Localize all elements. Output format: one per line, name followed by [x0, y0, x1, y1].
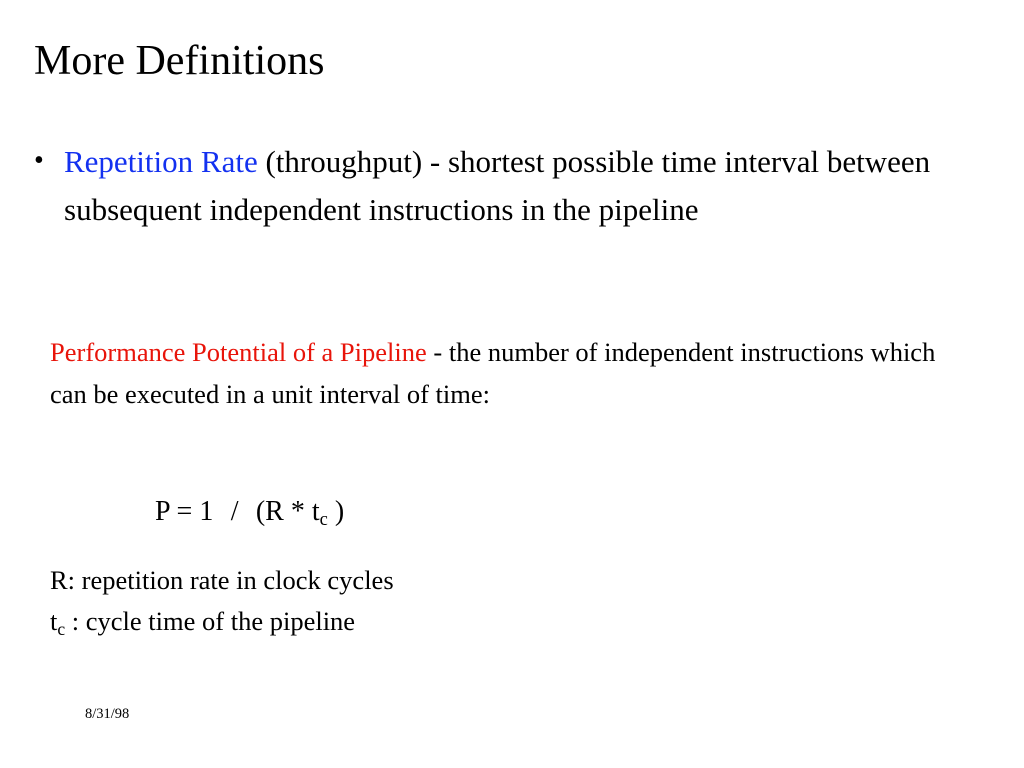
legend-tc-symbol: t: [50, 605, 58, 636]
paragraph-definition: - the number of independent instructions which can be executed in a unit interval of time:: [50, 337, 936, 409]
bullet-marker-icon: •: [34, 145, 44, 176]
legend-line-tc: [50, 601, 394, 643]
page-title: More Definitions: [34, 38, 325, 84]
formula-lhs: P = 1: [155, 496, 214, 527]
formula-rhs-open: (R * t: [255, 496, 320, 527]
legend-line-r: R: repetition rate in clock cycles: [50, 565, 394, 595]
formula: [155, 496, 344, 530]
formula-legend: [50, 560, 394, 643]
legend-tc-text: : cycle time of the pipeline: [65, 605, 356, 636]
list-item: [34, 138, 964, 234]
footer-date: 8/31/98: [85, 706, 130, 722]
bullet-definition: (throughput) - shortest possible time interval between subsequent independent instructions in the pipeline: [64, 144, 931, 228]
formula-rhs-close: ): [327, 496, 345, 527]
performance-paragraph: [50, 332, 950, 416]
paragraph-term: Performance Potential of a Pipeline: [50, 337, 427, 367]
bullet-list: [34, 138, 964, 234]
formula-rhs-subscript: c: [319, 509, 328, 530]
bullet-term: Repetition Rate: [64, 144, 258, 179]
formula-slash: /: [230, 496, 239, 527]
legend-tc-subscript: c: [57, 618, 66, 639]
bullet-text: [64, 138, 964, 234]
